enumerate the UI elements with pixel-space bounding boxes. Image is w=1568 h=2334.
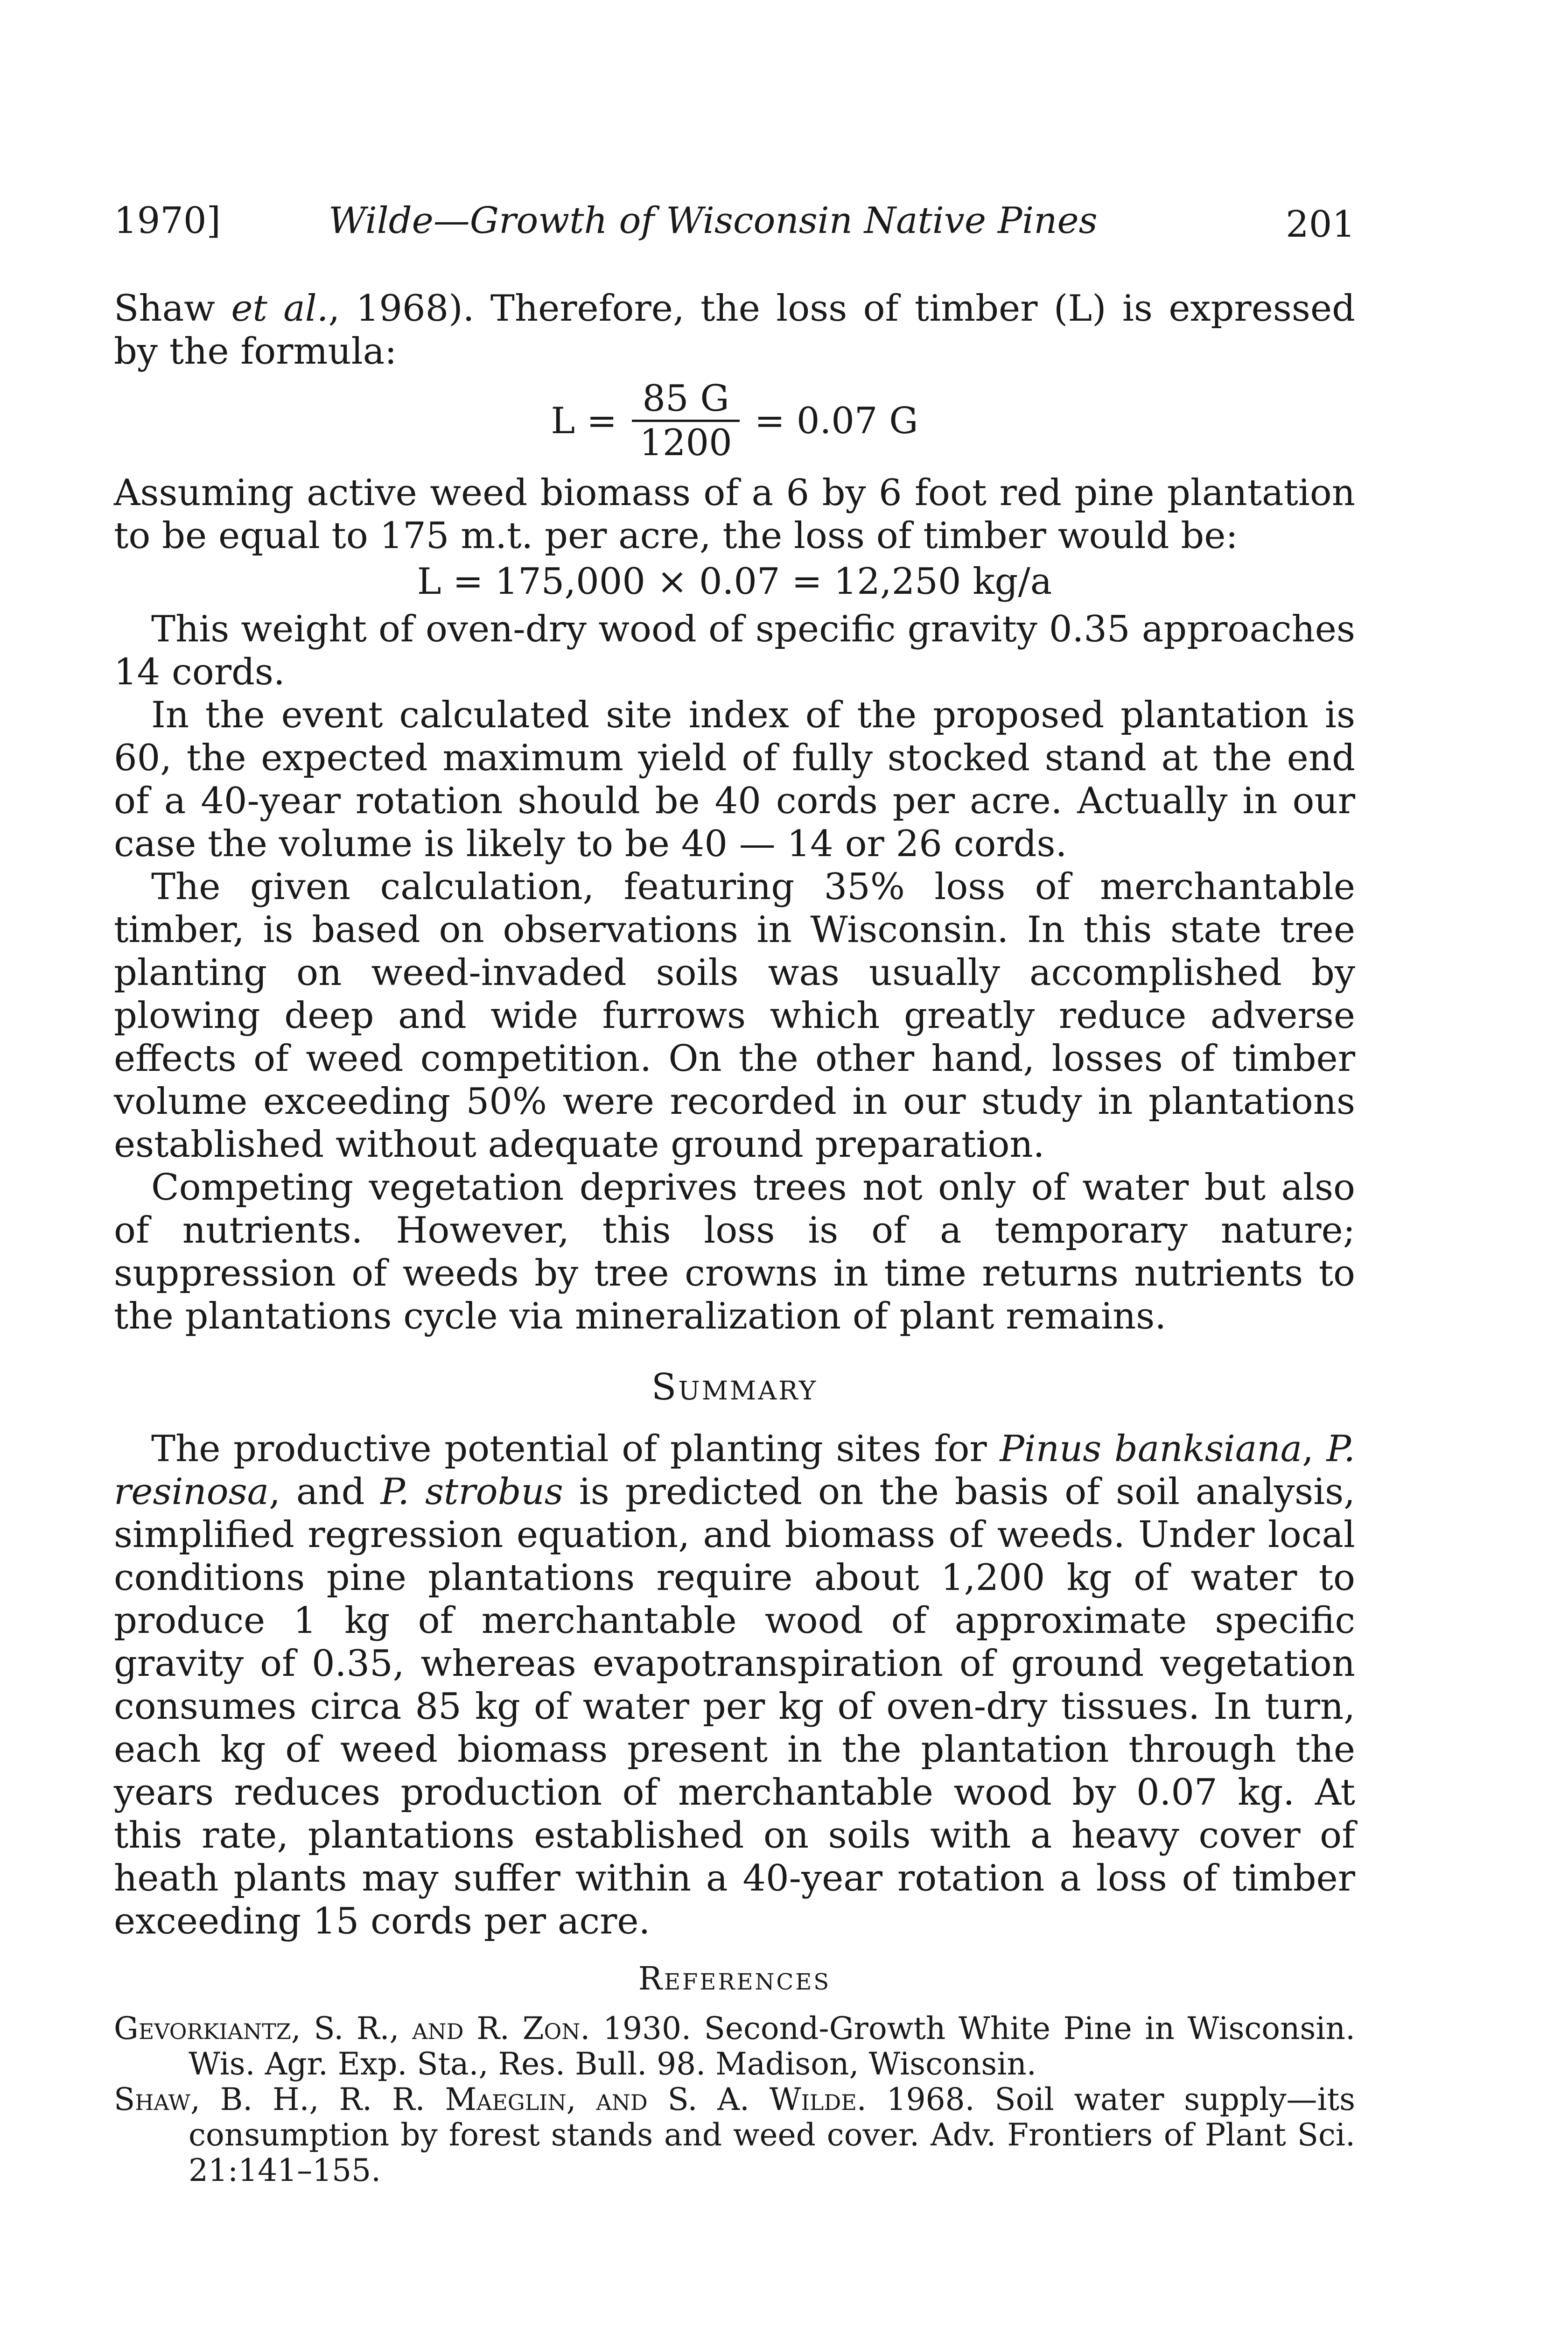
- paragraph-nutrients: Competing vegetation deprives trees not only of water but also of nutrients. However, this loss is of a temporary nature; suppression of weeds by tree crowns in time returns nutrients to the plantations cycle via mineralization of plant remains.: [114, 1167, 1355, 1337]
- reference-entry: Shaw, B. H., R. R. Maeglin, and S. A. Wilde. 1968. Soil water supply—its consumption by forest stands and weed cover. Adv. Frontiers of Plant Sci. 21:141–155.: [114, 2081, 1355, 2188]
- paragraph-assumption: Assuming active weed biomass of a 6 by 6 foot red pine plantation to be equal to 175 m.t. per acre, the loss of timber would be:: [114, 472, 1355, 557]
- species-p-strobus: P. strobus: [380, 1471, 563, 1513]
- references-section: [114, 1961, 1355, 2188]
- paragraph-formula-intro: Shaw et al., 1968). Therefore, the loss of timber (L) is expressed by the formula:: [114, 288, 1356, 373]
- formula-fraction: [632, 378, 739, 464]
- page-number: 201: [1286, 204, 1355, 246]
- formula-denominator: 1200: [639, 422, 732, 464]
- article-body: [114, 287, 1355, 2188]
- paragraph-weight: This weight of oven-dry wood of specific gravity 0.35 approaches 14 cords.: [114, 608, 1355, 693]
- formula-numerator: 85 G: [632, 380, 739, 422]
- running-header: [114, 195, 1355, 246]
- et-al-italic: et al.: [231, 288, 329, 330]
- formula-lhs: L =: [551, 400, 617, 442]
- species-pinus-banksiana: Pinus banksiana: [1000, 1428, 1302, 1470]
- species-p-resinosa: P. resinosa: [114, 1428, 1355, 1513]
- formula-loss-of-timber: [114, 378, 1355, 464]
- summary-heading: Summary: [651, 1366, 818, 1408]
- formula-calculation: L = 175,000 × 0.07 = 12,250 kg/a: [417, 561, 1052, 603]
- header-year: 1970]: [114, 200, 221, 242]
- formula-rhs: = 0.07 G: [754, 400, 918, 442]
- summary-paragraph: The productive potential of planting sites for Pinus banksiana, P. resinosa, and P. strobus is predicted on the basis of soil analysis, simplified regression equation, and biomass of weeds. Under local conditions pine plantations require about 1,200 kg of water to produce 1 kg of merchantable wood of approximate specific gravity of 0.35, whereas evapotranspiration of ground vegetation consumes circa 85 kg of water per kg of oven-dry tissues. In turn, each kg of weed biomass present in the plantation through the years reduces production of merchantable wood by 0.07 kg. At this rate, plantations established on soils with a heavy cover of heath plants may suffer within a 40-year rotation a loss of timber exceeding 15 cords per acre.: [114, 1428, 1355, 1942]
- paragraph-calculation: The given calculation, featuring 35% loss of merchantable timber, is based on observations in Wisconsin. In this state tree planting on weed-invaded soils was usually accomplished by plowing deep and wide furrows which greatly reduce adverse effects of weed competition. On the other hand, losses of timber volume exceeding 50% were recorded in our study in plantations established without adequate ground preparation.: [114, 866, 1355, 1166]
- references-heading: References: [638, 1961, 831, 1997]
- running-title: Wilde—Growth of Wisconsin Native Pines: [329, 200, 1098, 242]
- reference-entry: Gevorkiantz, S. R., and R. Zon. 1930. Second-Growth White Pine in Wisconsin. Wis. Agr. Exp. Sta., Res. Bull. 98. Madison, Wisconsin.: [114, 2011, 1356, 2082]
- paragraph-site-index: In the event calculated site index of the proposed plantation is 60, the expected maximum yield of fully stocked stand at the end of a 40-year rotation should be 40 cords per acre. Actually in our case the volume is likely to be 40 — 14 or 26 cords.: [114, 694, 1355, 865]
